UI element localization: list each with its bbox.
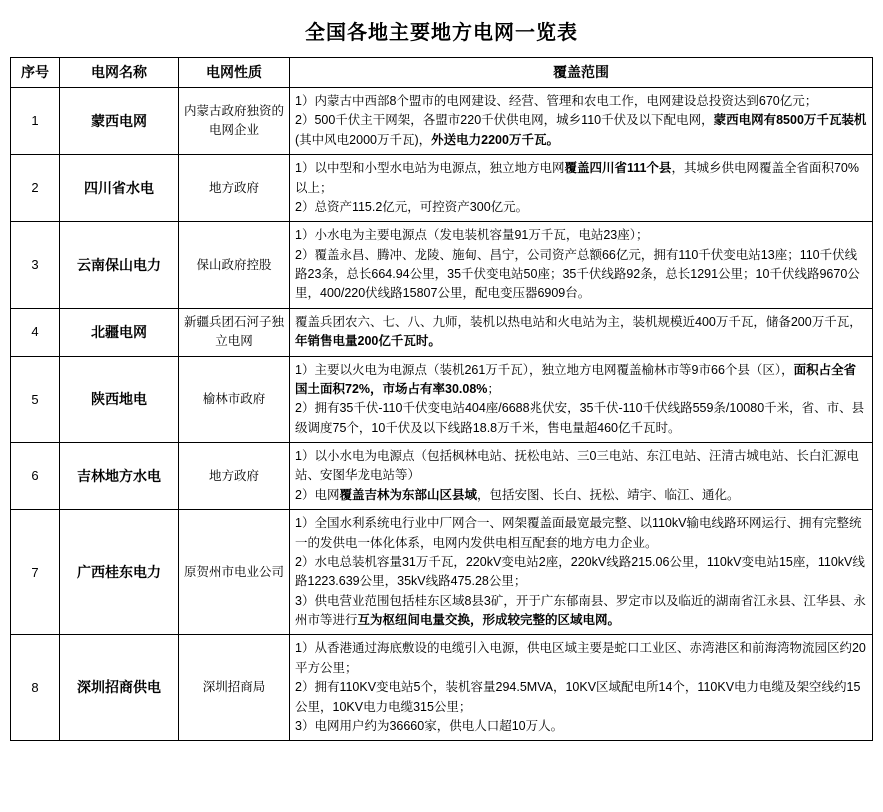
coverage-emphasis: 外送电力2200万千瓦。 [431,132,559,147]
coverage-emphasis: 蒙西电网有8500万千瓦装机 [713,113,867,128]
cell-grid-name: 广西桂东电力 [60,510,179,635]
cell-coverage [290,510,873,635]
coverage-text: ，包括安图、长白、抚松、靖宇、临江、通化。 [476,487,740,502]
coverage-emphasis: 覆盖吉林为东部山区县域 [339,487,477,502]
coverage-text: 2）总资产115.2亿元，可控资产300亿元。 [295,199,529,214]
coverage-emphasis: 覆盖四川省111个县 [564,161,672,176]
column-header-grid-nature: 电网性质 [179,58,290,88]
page-title: 全国各地主要地方电网一览表 [305,22,578,44]
cell-index: 5 [11,356,60,443]
coverage-line [295,246,867,304]
cell-coverage [290,308,873,356]
cell-grid-nature: 深圳招商局 [179,635,290,741]
column-header-grid-name: 电网名称 [60,58,179,88]
table-row [11,222,873,309]
coverage-line [295,399,867,438]
table-row [11,635,873,741]
table-row [11,443,873,510]
cell-grid-name: 陕西地电 [60,356,179,443]
coverage-line [295,639,867,678]
column-header-coverage: 覆盖范围 [290,58,873,88]
coverage-text: 3）供电营业范围包括桂东区域8县3矿，开于广东郁南县、罗定市以及临近的湖南省江永县、江华县、永州市等进行 [295,593,866,627]
coverage-text: ，其城乡供电网覆盖全省面积70%以上； [295,161,859,195]
coverage-text: 2）电网 [295,487,340,502]
coverage-line [295,226,867,245]
coverage-text: 2）拥有110KV变电站5个，装机容量294.5MVA，10KV区域配电所14个，110KV电力电缆及架空线约15公里，10KV电力电缆315公里； [295,680,861,714]
coverage-text: 2）拥有35千伏-110千伏变电站404座/6688兆伏安，35千伏-110千伏线路559条/10080千米，省、市、县级调度75个，10千伏及以下线路18.8万千米，售电量超460亿千瓦时。 [295,401,865,435]
table-row [11,356,873,443]
coverage-line [295,447,867,486]
cell-index: 2 [11,155,60,222]
coverage-text: 1）以中型和小型水电站为电源点，独立地方电网 [295,161,565,176]
table-row [11,88,873,155]
coverage-text: 1）内蒙古中西部8个盟市的电网建设、经营、管理和农电工作，电网建设总投资达到670亿元； [295,94,818,108]
coverage-line [295,678,867,717]
coverage-line [295,592,867,631]
cell-coverage [290,443,873,510]
cell-grid-nature: 新疆兵团石河子独立电网 [179,308,290,356]
coverage-line [295,92,867,111]
coverage-text: 1）主要以火电为电源点（装机261万千瓦），独立地方电网覆盖榆林市等9市66个县（区）， [295,362,794,377]
coverage-line [295,553,867,592]
cell-grid-nature: 内蒙古政府独资的电网企业 [179,88,290,155]
cell-grid-name: 吉林地方水电 [60,443,179,510]
cell-grid-name: 四川省水电 [60,155,179,222]
cell-grid-nature: 原贺州市电业公司 [179,510,290,635]
cell-coverage [290,88,873,155]
coverage-text: 1）以小水电为电源点（包括枫林电站、抚松电站、三0三电站、东江电站、汪清古城电站、长白汇源电站、安图华龙电站等） [295,449,859,483]
coverage-line [295,111,867,150]
cell-grid-name: 深圳招商供电 [60,635,179,741]
table-header-row [11,58,873,88]
cell-grid-name: 蒙西电网 [60,88,179,155]
coverage-text: 2）500千伏主干网架，各盟市220千伏供电网，城乡110千伏及以下配电网， [295,113,714,128]
cell-grid-name: 北疆电网 [60,308,179,356]
table-body [11,88,873,741]
cell-coverage [290,222,873,309]
coverage-text: 2）覆盖永昌、腾冲、龙陵、施甸、昌宁，公司资产总额66亿元，拥有110千伏变电站13座；110千伏线路23条，总长664.94公里，35千伏变电站50座；35千伏线路92条，总长1291公里；10千伏线路9670公里，400/220伏线路15807公里，配电变压器6909台。 [295,247,860,301]
cell-grid-nature: 地方政府 [179,155,290,222]
coverage-line [295,361,867,400]
coverage-line [295,198,867,217]
cell-grid-nature: 地方政府 [179,443,290,510]
coverage-line [295,159,867,198]
cell-grid-name: 云南保山电力 [60,222,179,309]
cell-index: 4 [11,308,60,356]
coverage-line [295,514,867,553]
cell-index: 7 [11,510,60,635]
column-header-index: 序号 [11,58,60,88]
cell-index: 6 [11,443,60,510]
coverage-text: 1）从香港通过海底敷设的电缆引入电源，供电区域主要是蛇口工业区、赤湾港区和前海湾物流园区约20平方公里； [295,641,866,675]
coverage-line [295,717,867,736]
coverage-line [295,486,867,505]
cell-coverage [290,635,873,741]
power-grid-table [10,57,873,741]
cell-index: 8 [11,635,60,741]
table-row [11,155,873,222]
table-row [11,510,873,635]
coverage-text: ； [487,381,500,396]
table-row [11,308,873,356]
coverage-line [295,313,867,352]
table-header [11,58,873,88]
cell-grid-nature: 保山政府控股 [179,222,290,309]
coverage-emphasis: 互为枢纽间电量交换，形成较完整的区域电网。 [357,613,621,627]
coverage-text: 2）水电总装机容量31万千瓦，220kV变电站2座，220kV线路215.06公里，110kV变电站15座，110kV线路1223.639公里，35kV线路475.28公里； [295,554,865,589]
coverage-emphasis: 面积占全省国土面积72%，市场占有率30.08% [295,362,857,396]
coverage-text: 覆盖兵团农六、七、八、九师，装机以热电站和火电站为主，装机规模近400万千瓦，储备200万千瓦， [295,314,862,329]
document-page [0,16,883,741]
coverage-emphasis: 年销售电量200亿千瓦时。 [295,334,441,349]
cell-grid-nature: 榆林市政府 [179,356,290,443]
coverage-text: 1）全国水利系统电行业中厂网合一、网架覆盖面最宽最完整、以110kV输电线路环网运行、拥有完整统一的发供电一体化体系，电网内发供电相互配套的地方电力企业。 [295,516,862,550]
cell-coverage [290,155,873,222]
coverage-text: (其中风电2000万千瓦)， [295,132,432,147]
coverage-text: 1）小水电为主要电源点（发电装机容量91万千瓦，电站23座）； [295,228,649,243]
coverage-text: 3）电网用户约为36660家，供电人口超10万人。 [295,718,564,733]
cell-index: 1 [11,88,60,155]
cell-coverage [290,356,873,443]
cell-index: 3 [11,222,60,309]
